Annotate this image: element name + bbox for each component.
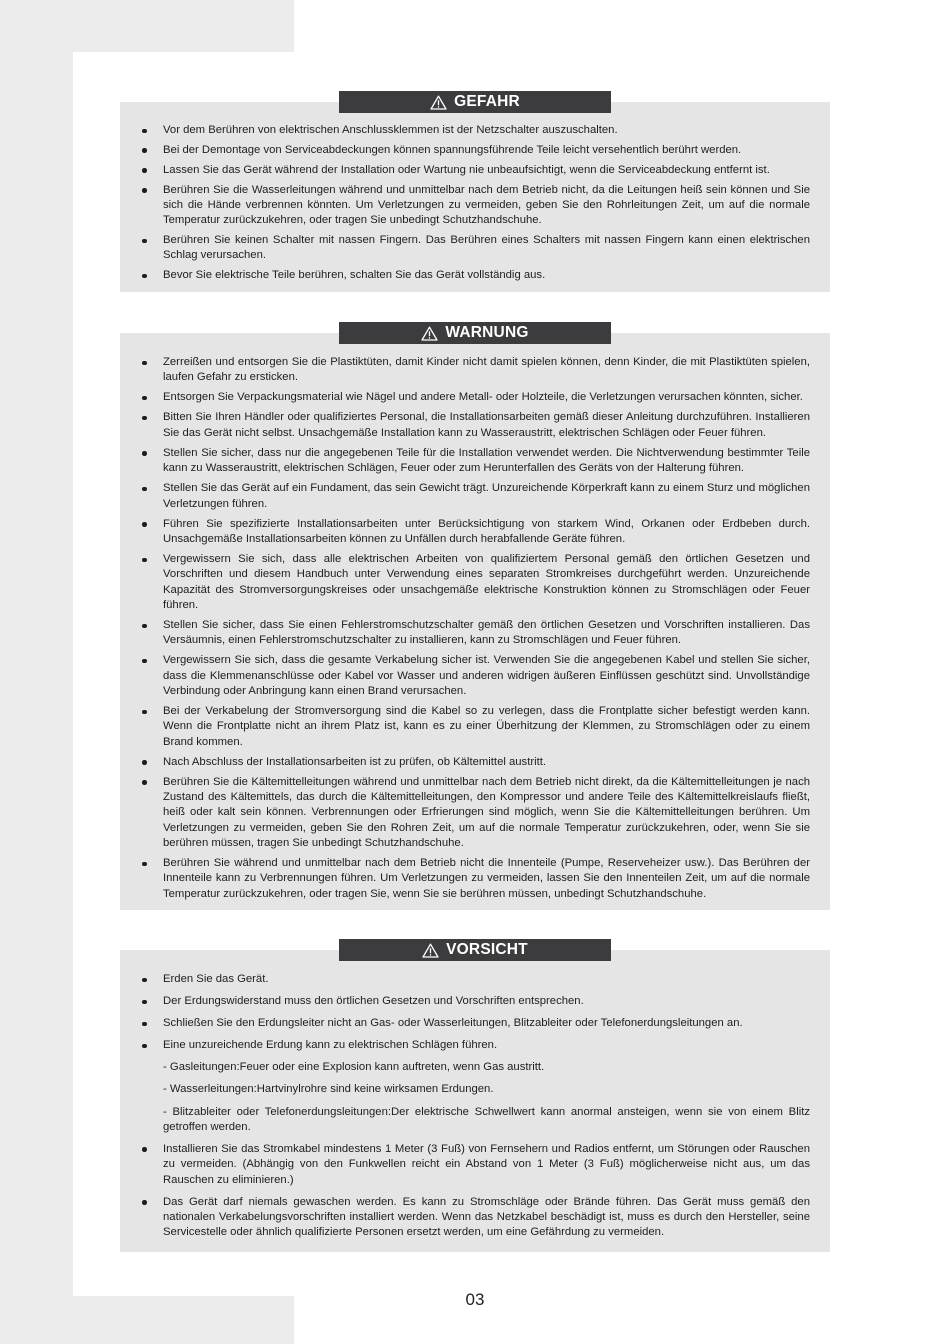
list-item: Berühren Sie keinen Schalter mit nassen Fingern. Das Berühren eines Schalters mit nassen Fingern kann einen elektrischen Schlag verursachen. xyxy=(120,233,830,264)
list-item: Eine unzureichende Erdung kann zu elektrischen Schlägen führen. xyxy=(120,1038,830,1053)
list-item: Stellen Sie sicher, dass nur die angegebenen Teile für die Installation verwendet werden. Die Nichtverwendung bestimmter Teile kann zu Wasseraustritt, elektrischen Schlägen, Feuer oder zum Herunterfallen des Geräts von der Halterung führen. xyxy=(120,446,830,477)
list-item: Vor dem Berühren von elektrischen Anschlussklemmen ist der Netzschalter auszuschalten. xyxy=(120,123,830,138)
list-item: Entsorgen Sie Verpackungsmaterial wie Nägel und andere Metall- oder Holzteile, die Verletzungen verursachen könnten, sicher. xyxy=(120,390,830,405)
list-item: Berühren Sie die Kältemittelleitungen während und unmittelbar nach dem Betrieb nicht direkt, da die Kältemittelleitungen je nach Zustand des Kältemittels, das durch die Kältemittelleitungen, den Kompressor und andere Teile des Kältemittelkreislaufs fließt, heiß oder kalt sein können. Verbrennungen oder Erfrierungen sind möglich, wenn Sie die Kältemittelleitungen berühren. Um Verletzungen zu vermeiden, geben Sie den Rohren Zeit, um auf die normale Temperatur zurückzukehren, oder, wenn Sie sie berühren müssen, tragen Sie unbedingt Schutzhandschuhe. xyxy=(120,775,830,851)
list-item: Erden Sie das Gerät. xyxy=(120,972,830,987)
list-item: Vergewissern Sie sich, dass alle elektrischen Arbeiten von qualifiziertem Personal gemäß den örtlichen Gesetzen und Vorschriften und diesem Handbuch unter Verwendung eines separaten Stromkreises durchgeführt werden. Unzureichende Kapazität des Stromversorgungskreises oder unsachgemäße elektrische Konstruktion können zu Stromschlägen oder Feuer führen. xyxy=(120,552,830,613)
warning-triangle-icon xyxy=(421,326,438,341)
list-item: Lassen Sie das Gerät während der Installation oder Wartung nie unbeaufsichtigt, wenn die Serviceabdeckung entfernt ist. xyxy=(120,163,830,178)
list-item: Das Gerät darf niemals gewaschen werden. Es kann zu Stromschläge oder Brände führen. Das Gerät muss gemäß den nationalen Verkabelungsvorschriften installiert werden. Wenn das Netzkabel beschädigt ist, muss es durch den Hersteller, seine Servicestelle oder ähnlich qualifizierte Personen ersetzt werden, um eine Gefährdung zu vermeiden. xyxy=(120,1195,830,1241)
section-vorsicht xyxy=(120,941,830,1252)
margin-band-left xyxy=(0,0,73,1344)
list-item: Bei der Verkabelung der Stromversorgung sind die Kabel so zu verlegen, dass die Frontplatte sicher befestigt werden kann. Wenn die Frontplatte nicht an ihrem Platz ist, kann es zu einer Überhitzung der Klemmen, zu Stromschlägen oder zu einem Brand kommen. xyxy=(120,704,830,750)
list-item: Der Erdungswiderstand muss den örtlichen Gesetzen und Vorschriften entsprechen. xyxy=(120,994,830,1009)
list-item: Bei der Demontage von Serviceabdeckungen können spannungsführende Teile leicht versehentlich berührt werden. xyxy=(120,143,830,158)
section-gefahr xyxy=(120,93,830,292)
item-list xyxy=(120,123,830,288)
list-item: Berühren Sie während und unmittelbar nach dem Betrieb nicht die Innenteile (Pumpe, Reserveheizer usw.). Das Berühren der Innenteile kann zu Verbrennungen führen. Um Verletzungen zu vermeiden, lassen Sie den Innenteilen Zeit, um auf die normale Temperatur zurückzukehren, oder tragen Sie, wenn Sie sie berühren müssen, unbedingt Schutzhandschuhe. xyxy=(120,856,830,902)
list-item: Berühren Sie die Wasserleitungen während und unmittelbar nach dem Betrieb nicht, da die Leitungen heiß sein können und Sie sich die Hände verbrennen könnten. Um Verletzungen zu vermeiden, geben Sie den Rohrleitungen Zeit, um auf die normale Temperatur zurückzukehren, oder tragen Sie unbedingt Schutzhandschuhe. xyxy=(120,183,830,229)
list-item: Führen Sie spezifizierte Installationsarbeiten unter Berücksichtigung von starkem Wind, Orkanen oder Erdbeben durch. Unsachgemäße Installationsarbeiten können zu Unfällen durch herabfallende Geräte führen. xyxy=(120,517,830,548)
section-title: GEFAHR xyxy=(454,93,520,110)
list-item: Stellen Sie sicher, dass Sie einen Fehlerstromschutzschalter gemäß den örtlichen Gesetzen und Vorschriften installieren. Das Versäumnis, einen Fehlerstromschutzschalter zu installieren, kann zu Stromschlägen und Feuer führen. xyxy=(120,618,830,649)
section-title: VORSICHT xyxy=(446,941,528,958)
warning-triangle-icon xyxy=(430,95,447,110)
section-title-bar xyxy=(339,939,611,961)
list-item: Bitten Sie Ihren Händler oder qualifiziertes Personal, die Installationsarbeiten gemäß dieser Anleitung durchzuführen. Installieren Sie das Gerät nicht selbst. Unsachgemäße Installation kann zu Wasseraustritt, elektrischen Schlägen oder Feuer führen. xyxy=(120,410,830,441)
list-item: Zerreißen und entsorgen Sie die Plastiktüten, damit Kinder nicht damit spielen können, denn Kinder, die mit Plastiktüten spielen, laufen Gefahr zu ersticken. xyxy=(120,355,830,386)
list-item: Installieren Sie das Stromkabel mindestens 1 Meter (3 Fuß) von Fernsehern und Radios entfernt, um Störungen oder Rauschen zu vermeiden. (Abhängig von den Funkwellen reicht ein Abstand von 1 Meter (3 Fuß) möglicherweise nicht aus, um das Rauschen zu eliminieren.) xyxy=(120,1142,830,1188)
list-item: Stellen Sie das Gerät auf ein Fundament, das sein Gewicht trägt. Unzureichende Körperkraft kann zu einem Sturz und möglichen Verletzungen führen. xyxy=(120,481,830,512)
section-title-bar xyxy=(339,91,611,113)
list-item: Bevor Sie elektrische Teile berühren, schalten Sie das Gerät vollständig aus. xyxy=(120,268,830,283)
item-list xyxy=(120,355,830,907)
section-title: WARNUNG xyxy=(445,324,529,341)
item-list xyxy=(120,972,830,1247)
list-item: Nach Abschluss der Installationsarbeiten ist zu prüfen, ob Kältemittel austritt. xyxy=(120,755,830,770)
list-item: Vergewissern Sie sich, dass die gesamte Verkabelung sicher ist. Verwenden Sie die angegebenen Kabel und stellen Sie sicher, dass die Klemmenanschlüsse oder Kabel vor Wasser und anderen widrigen äußeren Einflüssen geschützt sind. Unvollständige Verbindung oder Anbringung kann einen Brand verursachen. xyxy=(120,653,830,699)
warning-triangle-icon xyxy=(422,943,439,958)
list-subitem: - Blitzableiter oder Telefonerdungsleitungen:Der elektrische Schwellwert kann anormal ansteigen, wenn sie von einem Blitz getroffen werden. xyxy=(163,1105,810,1133)
section-title-bar xyxy=(339,322,611,344)
list-item: Schließen Sie den Erdungsleiter nicht an Gas- oder Wasserleitungen, Blitzableiter oder Telefonerdungsleitungen an. xyxy=(120,1016,830,1031)
page-number: 03 xyxy=(465,1290,485,1309)
list-subitem: - Wasserleitungen:Hartvinylrohre sind keine wirksamen Erdungen. xyxy=(163,1083,494,1096)
section-warnung xyxy=(120,324,830,910)
list-subitem: - Gasleitungen:Feuer oder eine Explosion kann auftreten, wenn Gas austritt. xyxy=(163,1061,545,1074)
